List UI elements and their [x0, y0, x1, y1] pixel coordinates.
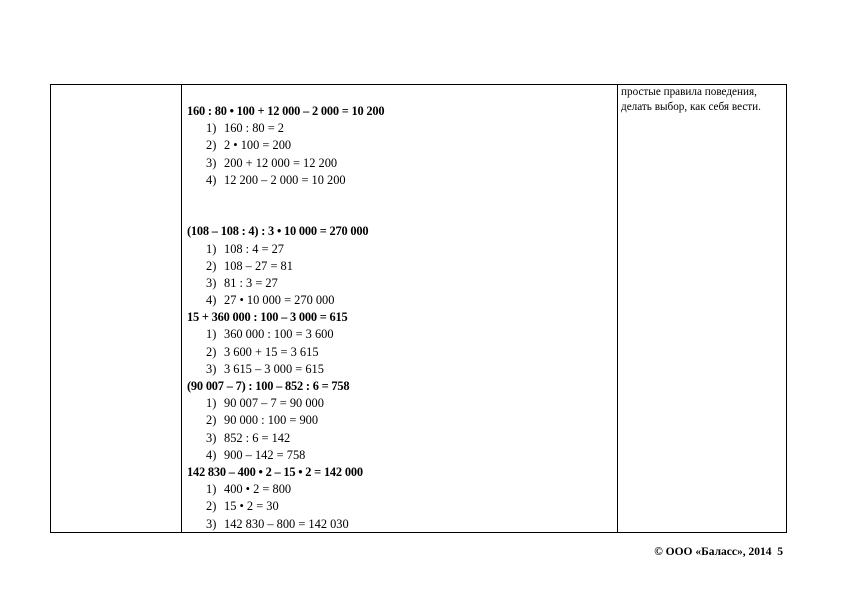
step-number: 2): [206, 258, 217, 273]
page-number: 5: [777, 546, 783, 558]
math-column: [187, 103, 612, 533]
step-text: 200 + 12 000 = 12 200: [224, 155, 338, 170]
column-divider-left: [181, 85, 182, 532]
step-text: 90 007 – 7 = 90 000: [224, 396, 324, 411]
page-footer: [654, 546, 783, 558]
step-text: 108 : 4 = 27: [224, 241, 284, 256]
step-line: [187, 172, 612, 189]
step-text: 900 – 142 = 758: [224, 447, 306, 462]
step-number: 4): [206, 447, 217, 462]
step-line: [187, 516, 612, 533]
step-line: [187, 292, 612, 309]
blank-gap: [187, 189, 612, 223]
step-line: [187, 258, 612, 275]
step-line: [187, 155, 612, 172]
step-number: 1): [206, 396, 217, 411]
step-number: 3): [206, 275, 217, 290]
expression-4: (90 007 – 7) : 100 – 852 : 6 = 758: [187, 379, 350, 394]
step-number: 3): [206, 516, 217, 531]
step-text: 81 : 3 = 27: [224, 275, 278, 290]
step-line: [187, 430, 612, 447]
note-line: делать выбор, как себя вести.: [621, 100, 761, 113]
step-text: 360 000 : 100 = 3 600: [224, 327, 334, 342]
content-table: [50, 84, 787, 533]
step-text: 108 – 27 = 81: [224, 258, 293, 273]
step-line: [187, 137, 612, 154]
expression-1: 160 : 80 • 100 + 12 000 – 2 000 = 10 200: [187, 104, 385, 118]
step-text: 160 : 80 = 2: [224, 121, 284, 136]
step-line: [187, 275, 612, 292]
step-number: 4): [206, 172, 217, 187]
step-number: 2): [206, 344, 217, 359]
step-line: [187, 344, 612, 361]
notes-column: [621, 85, 785, 114]
expression-5: 142 830 – 400 • 2 – 15 • 2 = 142 000: [187, 464, 363, 479]
step-number: 1): [206, 241, 217, 256]
step-line: [187, 241, 612, 258]
step-number: 1): [206, 121, 217, 136]
step-number: 4): [206, 293, 217, 308]
step-line: [187, 498, 612, 515]
step-text: 400 • 2 = 800: [224, 482, 292, 497]
step-text: 2 • 100 = 200: [224, 138, 292, 153]
step-number: 3): [206, 430, 217, 445]
step-line: [187, 481, 612, 498]
copyright-text: © ООО «Баласс», 2014: [654, 546, 772, 558]
step-number: 2): [206, 413, 217, 428]
step-text: 142 830 – 800 = 142 030: [224, 516, 349, 531]
column-divider-right: [617, 85, 618, 532]
step-number: 3): [206, 361, 217, 376]
step-text: 3 600 + 15 = 3 615: [224, 344, 319, 359]
step-number: 1): [206, 327, 217, 342]
step-number: 1): [206, 482, 217, 497]
step-number: 2): [206, 499, 217, 514]
step-text: 27 • 10 000 = 270 000: [224, 293, 335, 308]
step-text: 15 • 2 = 30: [224, 499, 279, 514]
step-text: 852 : 6 = 142: [224, 430, 291, 445]
step-line: [187, 326, 612, 343]
step-number: 2): [206, 138, 217, 153]
step-line: [187, 361, 612, 378]
step-text: 90 000 : 100 = 900: [224, 413, 319, 428]
step-text: 12 200 – 2 000 = 10 200: [224, 172, 346, 187]
step-number: 3): [206, 155, 217, 170]
expression-3: 15 + 360 000 : 100 – 3 000 = 615: [187, 310, 348, 325]
note-line: простые правила поведения,: [621, 86, 757, 98]
step-line: [187, 412, 612, 429]
step-line: [187, 447, 612, 464]
step-line: [187, 395, 612, 412]
step-line: [187, 120, 612, 137]
step-text: 3 615 – 3 000 = 615: [224, 361, 324, 376]
expression-2: (108 – 108 : 4) : 3 • 10 000 = 270 000: [187, 224, 369, 239]
